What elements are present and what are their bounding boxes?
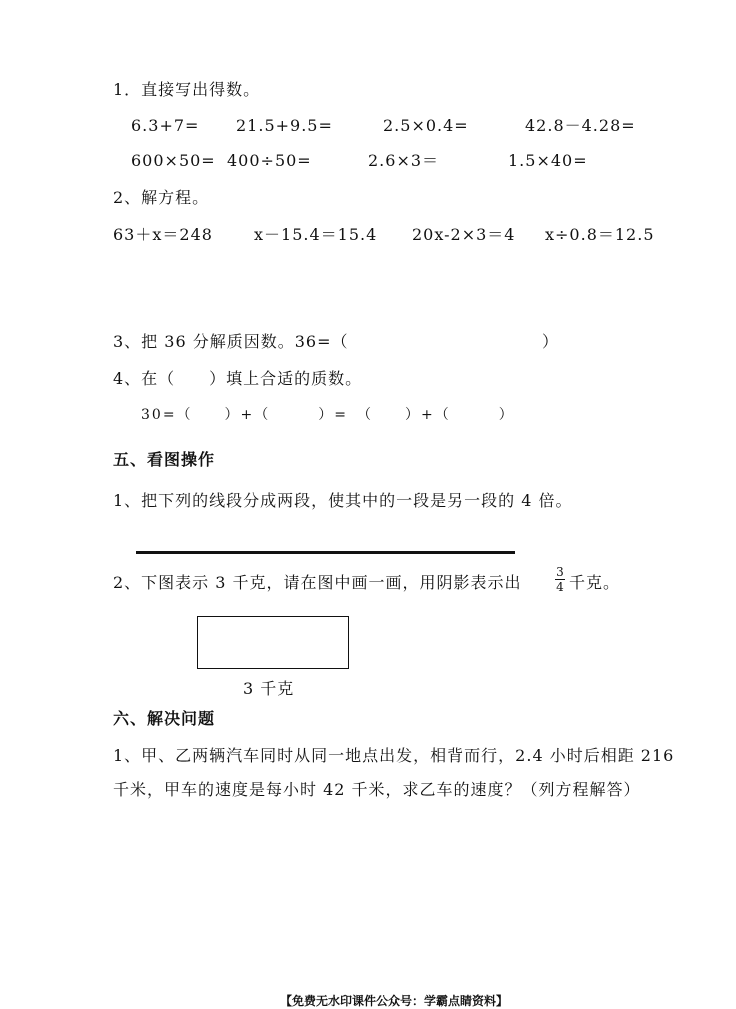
q4-expression: 30=（ ）+（ ）= （ ）+（ ） xyxy=(141,407,515,423)
kilogram-box xyxy=(197,616,349,669)
fraction-three-quarters xyxy=(555,566,565,593)
q1-item: 2.6×3＝ xyxy=(368,151,440,170)
q2-equation: 20x-2×3＝4 xyxy=(412,225,516,244)
q1-item: 600×50= xyxy=(131,151,216,170)
fraction-numerator: 3 xyxy=(556,565,564,579)
section5-title: 五、看图操作 xyxy=(113,450,216,469)
q2-equation: x－15.4＝15.4 xyxy=(254,225,378,244)
footer-note: 【免费无水印课件公众号：学霸点睛资料】 xyxy=(280,994,509,1008)
q2-title: 2、解方程。 xyxy=(113,188,210,207)
section5-item2: 2、下图表示 3 千克，请在图中画一画，用阴影表示出 xyxy=(113,573,522,592)
q2-equation: 63＋x＝248 xyxy=(113,225,213,244)
segment-line xyxy=(136,551,515,554)
q2-equation: x÷0.8＝12.5 xyxy=(545,225,655,244)
q1-item: 42.8－4.28= xyxy=(525,116,636,135)
box-label: 3 千克 xyxy=(243,679,295,698)
section5-item2-unit: 千克。 xyxy=(569,573,621,592)
q3-close-paren: ） xyxy=(542,332,560,351)
q3-text: 3、把 36 分解质因数。36=（ xyxy=(113,332,349,351)
q4-title: 4、在（ ）填上合适的质数。 xyxy=(113,369,363,388)
section5-item1: 1、把下列的线段分成两段，使其中的一段是另一段的 4 倍。 xyxy=(113,491,573,510)
q1-item: 1.5×40= xyxy=(508,151,588,170)
q1-item: 21.5+9.5= xyxy=(236,116,333,135)
q1-title: 1．直接写出得数。 xyxy=(113,80,261,99)
q1-item: 400÷50= xyxy=(227,151,312,170)
section6-title: 六、解决问题 xyxy=(113,709,216,728)
problem-line: 千米，甲车的速度是每小时 42 千米，求乙车的速度？（列方程解答） xyxy=(113,780,641,799)
q1-item: 2.5×0.4= xyxy=(383,116,469,135)
q1-item: 6.3+7= xyxy=(131,116,200,135)
problem-line: 1、甲、乙两辆汽车同时从同一地点出发，相背而行，2.4 小时后相距 216 xyxy=(113,746,675,765)
fraction-denominator: 4 xyxy=(556,580,564,594)
